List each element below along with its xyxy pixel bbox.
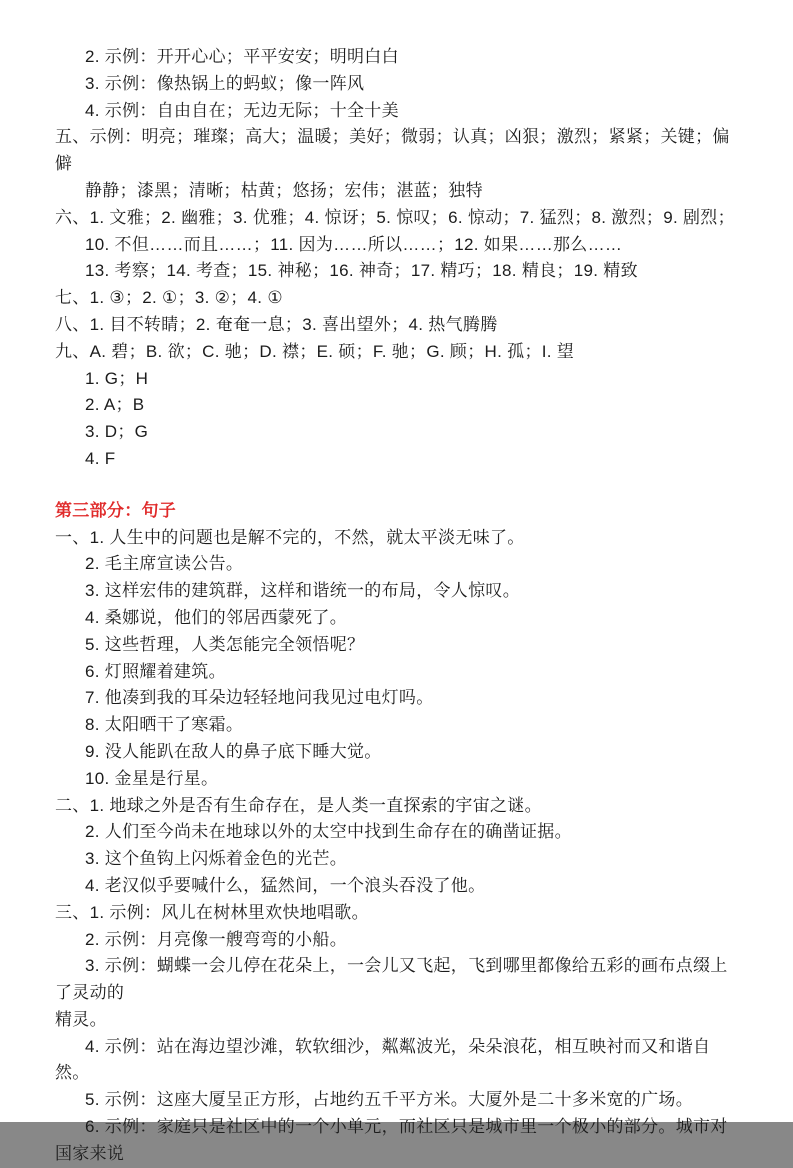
- answer-line: 八、1. 目不转睛；2. 奄奄一息；3. 喜出望外；4. 热气腾腾: [55, 314, 498, 334]
- answer-line: 3. D；G: [85, 422, 149, 442]
- answer-line: 1. G；H: [85, 368, 149, 388]
- answer-key-content: [55, 44, 739, 1168]
- answer-line: 5. 示例：这座大厦呈正方形，占地约五千平方米。大厦外是二十多米宽的广场。: [85, 1090, 693, 1110]
- answer-line: 4. 老汉似乎要喊什么，猛然间，一个浪头吞没了他。: [85, 875, 486, 895]
- answer-line: 4. 示例：自由自在；无边无际；十全十美: [85, 100, 399, 120]
- answer-line: 13. 考察；14. 考查；15. 神秘；16. 神奇；17. 精巧；18. 精良；19. 精致: [85, 261, 638, 281]
- answer-line: 3. 示例：像热锅上的蚂蚁；像一阵风: [85, 73, 365, 93]
- answer-line: 2. 人们至今尚未在地球以外的太空中找到生命存在的确凿证据。: [85, 822, 572, 842]
- answer-line: 2. 毛主席宣读公告。: [85, 554, 244, 574]
- answer-line: 五、示例：明亮；璀璨；高大；温暖；美好；微弱；认真；凶狠；激烈；紧紧；关键；偏僻: [55, 127, 730, 174]
- answer-line: 九、A. 碧；B. 欲；C. 驰；D. 襟；E. 硕；F. 驰；G. 顾；H. 孤；I. 望: [55, 341, 575, 361]
- answer-line: 二、1. 地球之外是否有生命存在，是人类一直探索的宇宙之谜。: [55, 795, 542, 815]
- answer-line: 一、1. 人生中的问题也是解不完的，不然，就太平淡无味了。: [55, 527, 525, 547]
- answer-line: 4. 示例：站在海边望沙滩，软软细沙，粼粼波光，朵朵浪花，相互映衬而又和谐自然。: [55, 1036, 711, 1083]
- answer-line: 精灵。: [55, 1009, 107, 1029]
- answer-line: 4. F: [85, 448, 116, 468]
- answer-line: 3. 这个鱼钩上闪烁着金色的光芒。: [85, 849, 348, 869]
- answer-line: 3. 这样宏伟的建筑群，这样和谐统一的布局，令人惊叹。: [85, 581, 520, 601]
- answer-line: 5. 这些哲理，人类怎能完全领悟呢？: [85, 634, 365, 654]
- answer-line: 2. 示例：开开心心；平平安安；明明白白: [85, 47, 399, 66]
- answer-line: 七、1. ③；2. ①；3. ②；4. ①: [55, 288, 283, 308]
- answer-line: 2. 示例：月亮像一艘弯弯的小船。: [85, 929, 348, 949]
- answer-line: 六、1. 文雅；2. 幽雅；3. 优雅；4. 惊讶；5. 惊叹；6. 惊动；7. 猛烈；8. 激烈；9. 剧烈；: [55, 207, 735, 227]
- answer-line: 2. A；B: [85, 395, 145, 415]
- answer-line: 8. 太阳晒干了寒霜。: [85, 715, 244, 735]
- section-heading: 第三部分：句子: [55, 500, 177, 520]
- answer-line: 9. 没人能趴在敌人的鼻子底下睡大觉。: [85, 741, 382, 761]
- answer-line: 三、1. 示例：风儿在树林里欢快地唱歌。: [55, 902, 369, 922]
- answer-line: 10. 金星是行星。: [85, 768, 219, 788]
- answer-line: 6. 示例：家庭只是社区中的一个小单元，而社区只是城市里一个极小的部分。城市对国家来说: [55, 1117, 728, 1163]
- answer-line: 3. 示例：蝴蝶一会儿停在花朵上，一会儿又飞起，飞到哪里都像给五彩的画布点缀上了灵动的: [55, 956, 728, 1003]
- answer-line: 4. 桑娜说，他们的邻居西蒙死了。: [85, 607, 348, 627]
- answer-line: 10. 不但……而且……；11. 因为……所以……；12. 如果……那么……: [85, 234, 623, 254]
- answer-line: 6. 灯照耀着建筑。: [85, 661, 226, 681]
- answer-line: 7. 他凑到我的耳朵边轻轻地问我见过电灯吗。: [85, 688, 434, 708]
- answer-line: 静静；漆黑；清晰；枯黄；悠扬；宏伟；湛蓝；独特: [85, 180, 483, 200]
